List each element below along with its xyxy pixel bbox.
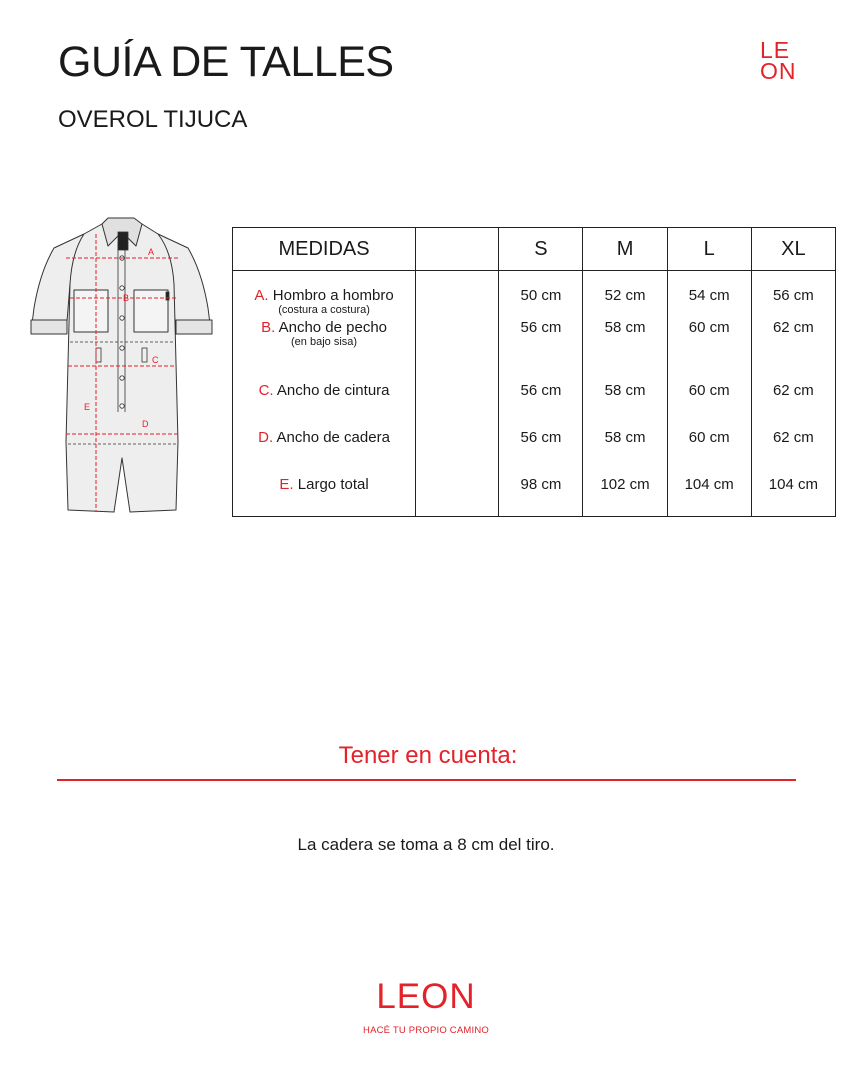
value-cell: 62 cm (751, 381, 835, 428)
value-cell: 62 cm (751, 318, 835, 381)
label-b: B (123, 293, 130, 303)
value-cell: 62 cm (751, 428, 835, 475)
value-cell: 56 cm (751, 271, 835, 319)
label-a: A (148, 247, 155, 257)
pocket-pen-slot (166, 292, 169, 300)
notes-heading: Tener en cuenta: (338, 742, 518, 769)
collar-label (118, 232, 128, 250)
header-blank (416, 228, 499, 271)
measure-label: Largo total (297, 476, 369, 493)
notes-divider (57, 779, 796, 781)
size-chart-table (232, 227, 836, 517)
overall-sketch-icon (26, 212, 218, 518)
measure-letter: C. (258, 382, 274, 399)
value-cell: 56 cm (499, 428, 583, 475)
table-row (233, 428, 836, 475)
value-cell: 56 cm (499, 318, 583, 381)
value-cell: 52 cm (583, 271, 667, 319)
table-row (233, 318, 836, 381)
value-cell: 104 cm (751, 475, 835, 517)
measure-label: Ancho de cadera (276, 429, 390, 446)
table-header-row (233, 228, 836, 271)
blank-cell (416, 381, 499, 428)
product-name: OVEROL TIJUCA (58, 106, 248, 133)
left-chest-pocket (74, 290, 108, 332)
value-cell: 98 cm (499, 475, 583, 517)
brand-logo-top-line-1: LE (760, 37, 791, 63)
measure-letter: D. (258, 429, 274, 446)
measure-label: Ancho de pecho (278, 319, 388, 336)
overall-body (66, 224, 178, 512)
value-cell: 60 cm (667, 428, 751, 475)
blank-cell (416, 428, 499, 475)
measure-label: Ancho de cintura (276, 382, 390, 399)
value-cell: 60 cm (667, 381, 751, 428)
measure-note: (en bajo sisa) (291, 336, 358, 348)
value-cell: 58 cm (583, 381, 667, 428)
blank-cell (416, 475, 499, 517)
measure-cell (233, 428, 416, 475)
value-cell: 102 cm (583, 475, 667, 517)
value-cell: 58 cm (583, 428, 667, 475)
measure-letter: A. (254, 287, 269, 304)
brand-tagline: HACÉ TU PROPIO CAMINO (363, 1025, 489, 1036)
measure-label: Hombro a hombro (272, 287, 394, 304)
table-row (233, 475, 836, 517)
value-cell: 58 cm (583, 318, 667, 381)
right-chest-pocket (134, 290, 168, 332)
value-cell: 54 cm (667, 271, 751, 319)
measure-letter: E. (279, 476, 294, 493)
blank-cell (416, 318, 499, 381)
measure-letter: B. (261, 319, 276, 336)
left-sleeve-cuff (31, 320, 67, 334)
header-size-s: S (499, 228, 583, 271)
header-size-xl: XL (751, 228, 835, 271)
brand-wordmark: LEON (376, 977, 476, 1016)
header-medidas: MEDIDAS (233, 228, 416, 271)
measure-note: (costura a costura) (278, 304, 370, 316)
brand-logo-top (760, 37, 804, 84)
value-cell: 60 cm (667, 318, 751, 381)
measure-cell (233, 381, 416, 428)
right-sleeve-cuff (176, 320, 212, 334)
value-cell: 56 cm (499, 381, 583, 428)
label-c: C (152, 355, 159, 365)
measure-cell (233, 318, 416, 381)
brand-logo-top-line-2: ON (760, 58, 797, 84)
header-size-l: L (667, 228, 751, 271)
measure-cell (233, 475, 416, 517)
page-title: GUÍA DE TALLES (58, 38, 394, 86)
value-cell: 50 cm (499, 271, 583, 319)
table-row (233, 271, 836, 319)
measure-cell (233, 271, 416, 319)
label-e: E (84, 402, 91, 412)
notes-text: La cadera se toma a 8 cm del tiro. (297, 835, 555, 854)
table-row (233, 381, 836, 428)
brand-logo-bottom (0, 978, 852, 1036)
blank-cell (416, 271, 499, 319)
value-cell: 104 cm (667, 475, 751, 517)
label-d: D (142, 419, 149, 429)
header-size-m: M (583, 228, 667, 271)
